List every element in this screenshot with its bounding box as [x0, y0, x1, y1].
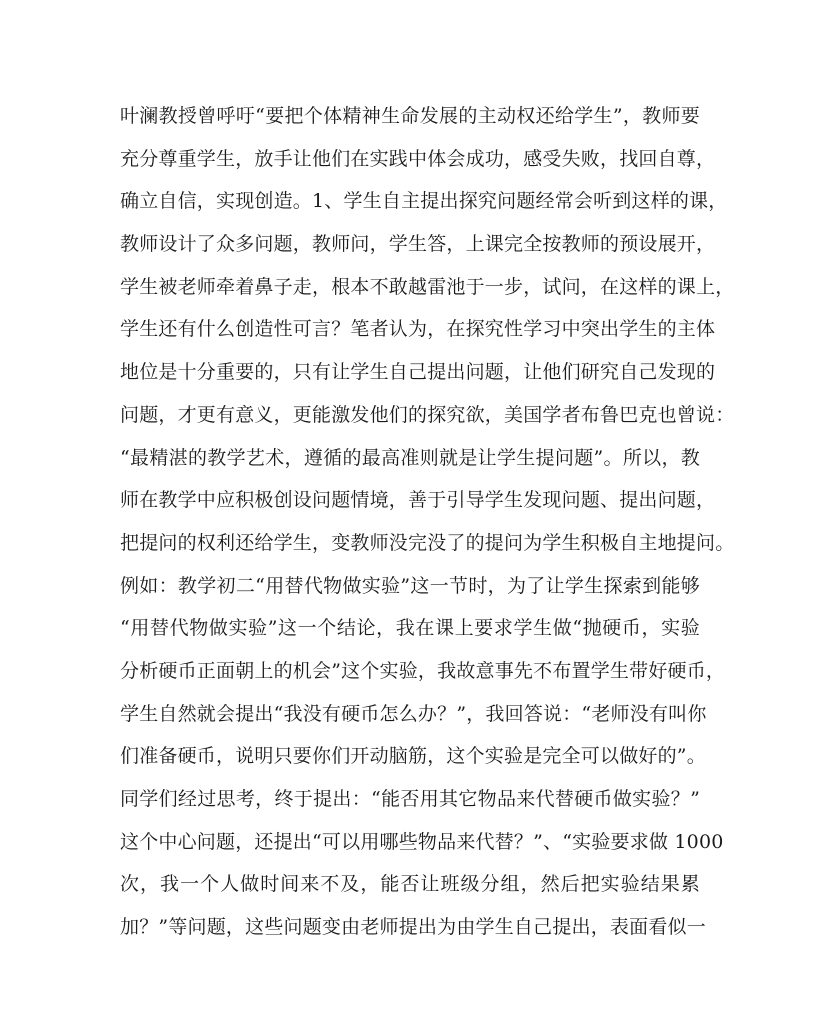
- text-line: 学生自然就会提出“我没有硬币怎么办？”，我回答说：“老师没有叫你: [120, 702, 707, 725]
- text-line: 学生被老师牵着鼻子走，根本不敢越雷池于一步，试问，在这样的课上，: [120, 275, 735, 298]
- text-line: “用替代物做实验”这一个结论，我在课上要求学生做“抛硬币，实验: [120, 617, 700, 640]
- text-line: 充分尊重学生，放手让他们在实践中体会成功，感受失败，找回自尊，: [120, 147, 716, 170]
- text-line: 地位是十分重要的，只有让学生自己提出问题，让他们研究自己发现的: [120, 361, 716, 384]
- text-line: 例如：教学初二“用替代物做实验”这一节时，为了让学生探索到能够: [120, 574, 700, 597]
- text-line: 师在教学中应积极创设问题情境，善于引导学生发现问题、提出问题，: [120, 489, 716, 512]
- text-line: 这个中心问题，还提出“可以用哪些物品来代替？”、“实验要求做 1000: [120, 830, 724, 853]
- text-line: 把提问的权利还给学生，变教师没完没了的提问为学生积极自主地提问。: [120, 531, 735, 554]
- text-line: 分析硬币正面朝上的机会”这个实验，我故意事先不布置学生带好硬币，: [120, 659, 726, 682]
- text-line: “最精湛的教学艺术，遵循的最高准则就是让学生提问题”。所以，教: [120, 446, 700, 469]
- text-line: 学生还有什么创造性可言？笔者认为，在探究性学习中突出学生的主体: [120, 318, 716, 341]
- body-paragraph: [120, 95, 735, 949]
- text-line: 次，我一个人做时间来不及，能否让班级分组，然后把实验结果累: [120, 873, 700, 896]
- text-line: 教师设计了众多问题，教师问，学生答，上课完全按教师的预设展开，: [120, 233, 716, 256]
- text-line: 同学们经过思考，终于提出：“能否用其它物品来代替硬币做实验？”: [120, 788, 700, 810]
- text-line: 确立自信，实现创造。1、学生自主提出探究问题经常会听到这样的课，: [120, 190, 728, 213]
- text-line: 加？”等问题，这些问题变由老师提出为由学生自己提出，表面看似一: [120, 916, 706, 939]
- text-line: 叶澜教授曾呼吁“要把个体精神生命发展的主动权还给学生”，教师要: [120, 105, 700, 127]
- text-line: 们准备硬币，说明只要你们开动脑筋，这个实验是完全可以做好的”。: [120, 745, 706, 768]
- text-line: 问题，才更有意义，更能激发他们的探究欲，美国学者布鲁巴克也曾说：: [120, 403, 735, 426]
